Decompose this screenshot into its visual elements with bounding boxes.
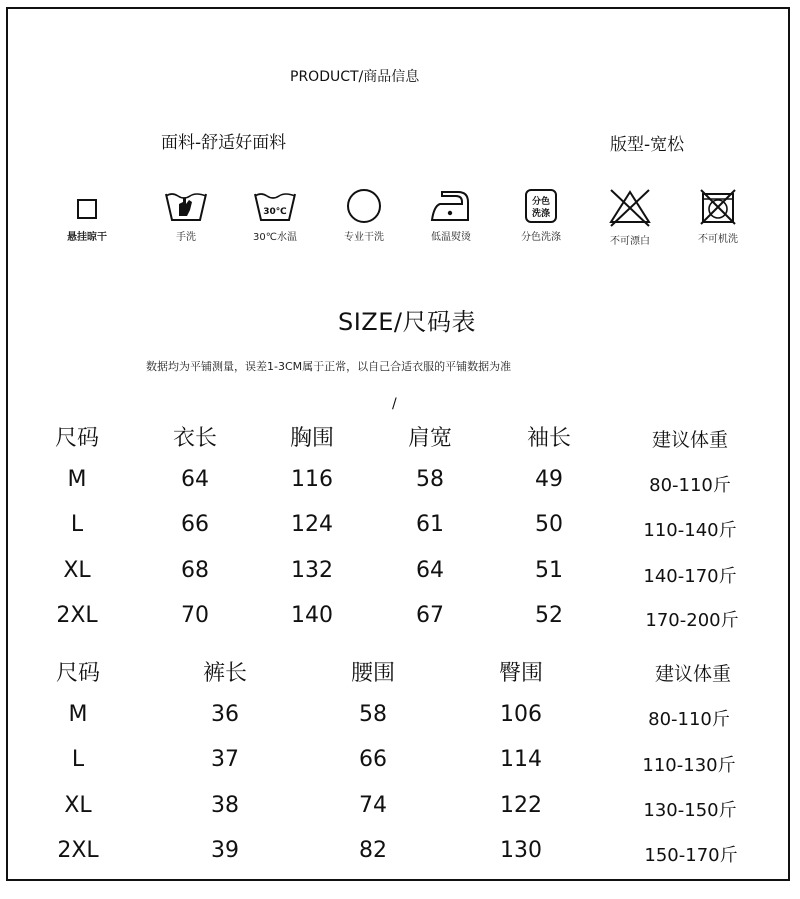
table-header: 建议体重	[651, 429, 729, 451]
table-cell: 150-170斤	[644, 845, 738, 866]
table-cell: 80-110斤	[649, 475, 731, 496]
table-cell: 51	[535, 558, 563, 583]
table-cell: 114	[500, 747, 542, 772]
care-item-hand-wash	[146, 188, 226, 243]
hang-dry-square-icon	[67, 188, 107, 224]
low-iron-icon	[428, 188, 474, 224]
care-item-low-iron	[411, 188, 491, 243]
table-cell: XL	[64, 793, 92, 818]
table-cell: XL	[63, 558, 91, 583]
table-header: 胸围	[289, 426, 335, 451]
table-cell: M	[68, 702, 88, 727]
table-header: 尺码	[55, 661, 101, 686]
table-cell: 116	[291, 467, 333, 492]
care-label: 专业干洗	[344, 232, 384, 243]
table-cell: 50	[535, 512, 563, 537]
table-cell: 2XL	[57, 838, 99, 863]
care-item-no-bleach	[590, 188, 670, 247]
table-header: 建议体重	[654, 663, 732, 685]
table-cell: 110-130斤	[642, 755, 736, 776]
table-header: 腰围	[350, 661, 396, 686]
table-cell: 58	[359, 702, 387, 727]
table-cell: 110-140斤	[643, 520, 737, 541]
temp-text: 30℃	[263, 207, 287, 217]
table-cell: M	[67, 467, 87, 492]
table-cell: 58	[416, 467, 444, 492]
table-cell: 66	[181, 512, 209, 537]
table-cell: 49	[535, 467, 563, 492]
care-item-wash-separately	[501, 188, 581, 243]
measurement-note: 数据均为平铺测量，误差1-3CM属于正常，以自己合适衣服的平铺数据为准	[146, 360, 512, 373]
svg-text:洗涤: 洗涤	[531, 209, 551, 219]
table-cell: 74	[359, 793, 387, 818]
table-cell: 140-170斤	[643, 566, 737, 587]
table-cell: 61	[416, 512, 444, 537]
table-cell: 80-110斤	[648, 709, 730, 730]
no-machine-wash-icon	[697, 188, 739, 226]
table-cell: 2XL	[56, 603, 98, 628]
wash-separately-icon	[521, 188, 561, 224]
table-header: 衣长	[172, 426, 218, 451]
table-cell: 140	[291, 603, 333, 628]
table-cell: 64	[416, 558, 444, 583]
wash-30c-icon	[252, 188, 298, 224]
table-cell: 124	[291, 512, 333, 537]
care-item-hang-dry	[47, 188, 127, 243]
table-header: 尺码	[54, 426, 100, 451]
fit-info: 版型-宽松	[610, 135, 685, 155]
care-item-30c	[235, 188, 315, 243]
hand-wash-icon	[163, 188, 209, 224]
table-cell: 66	[359, 747, 387, 772]
table-cell: 132	[291, 558, 333, 583]
slash-mark: /	[392, 396, 397, 412]
table-header: 袖长	[526, 426, 572, 451]
care-item-dry-clean	[324, 188, 404, 243]
table-cell: 70	[181, 603, 209, 628]
care-item-no-machine-wash	[678, 188, 758, 245]
care-label: 不可漂白	[610, 236, 650, 247]
table-header: 肩宽	[407, 426, 453, 451]
table-header: 臀围	[498, 661, 544, 686]
table-cell: 68	[181, 558, 209, 583]
table-cell: 106	[500, 702, 542, 727]
care-label: 悬挂晾干	[67, 232, 107, 243]
size-chart-title: SIZE/尺码表	[337, 308, 476, 336]
dry-clean-circle-icon	[344, 188, 384, 224]
product-info-title: PRODUCT/商品信息	[290, 69, 420, 85]
table-cell: 122	[500, 793, 542, 818]
table-cell: 38	[211, 793, 239, 818]
table-cell: 130-150斤	[643, 800, 737, 821]
table-cell: 64	[181, 467, 209, 492]
fabric-info: 面料-舒适好面料	[161, 133, 287, 153]
table-cell: 39	[211, 838, 239, 863]
table-header: 裤长	[202, 661, 248, 686]
no-bleach-icon	[607, 188, 653, 228]
table-cell: 67	[416, 603, 444, 628]
table-cell: 170-200斤	[645, 610, 739, 631]
table-cell: L	[71, 747, 85, 772]
table-cell: 36	[211, 702, 239, 727]
table-cell: 52	[535, 603, 563, 628]
svg-text:分色: 分色	[531, 197, 551, 207]
care-label: 分色洗涤	[521, 232, 561, 243]
table-cell: 82	[359, 838, 387, 863]
care-label: 不可机洗	[698, 234, 738, 245]
care-label: 低温熨烫	[431, 232, 471, 243]
care-label: 手洗	[176, 232, 196, 243]
care-label: 30℃水温	[253, 232, 297, 243]
table-cell: 37	[211, 747, 239, 772]
table-cell: L	[70, 512, 84, 537]
table-cell: 130	[500, 838, 542, 863]
